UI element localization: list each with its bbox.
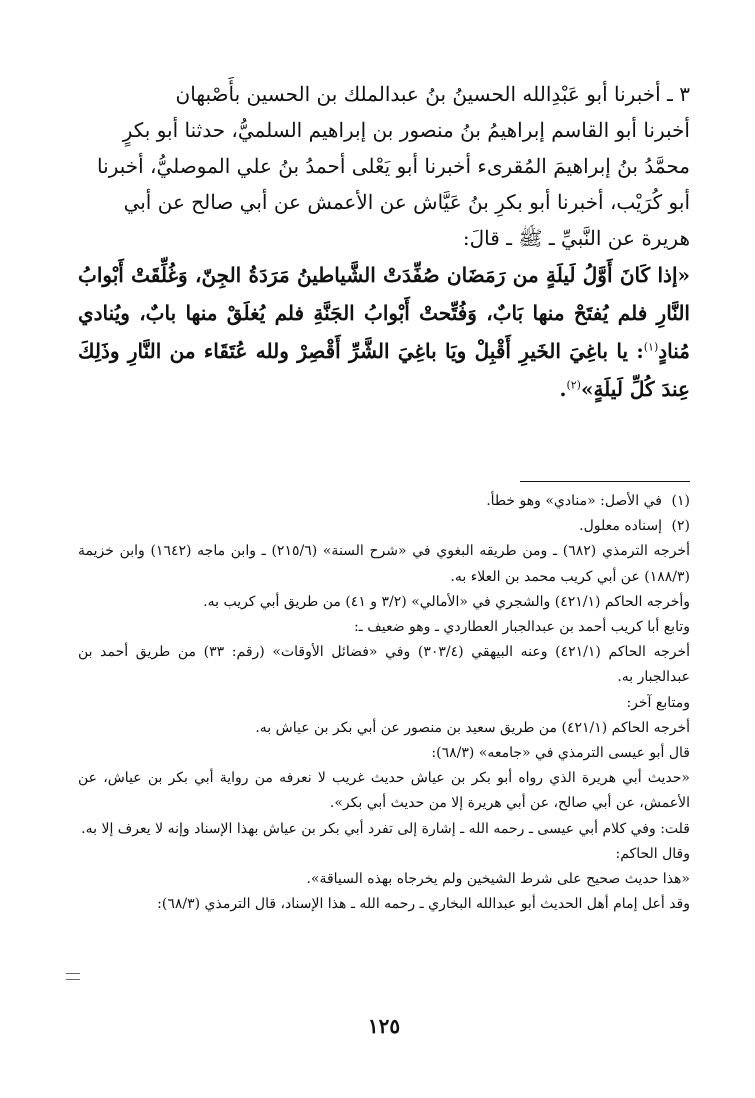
footnote-paragraph: وقال الحاكم: [615,845,690,862]
isnad-line: أخبرنا أبو القاسم إبراهيمُ بنُ منصور بن إبراهيم السلميُّ، حدثنا أبو بكرٍ [122,118,690,142]
footnote-number: (٢) [671,518,690,535]
main-text [78,76,690,408]
footnote-paragraph: قلت: وفي كلام أبي عيسى ـ رحمه الله ـ إشارة إلى تفرد أبي بكر بن عياش بهذا الإسناد وإنه لا يعرف إلا به. [81,820,690,837]
footnote-paragraph: وتابع أبا كريب أحمد بن عبدالجبار العطاردي ـ وهو ضعيف ـ: [353,619,690,636]
footnote-paragraph: وقد أعل إمام أهل الحديث أبو عبدالله البخاري ـ رحمه الله ـ هذا الإسناد، قال الترمذي (٦٨/٣): [157,896,690,913]
footnote-paragraph: «حديث أبي هريرة الذي رواه أبو بكر بن عياش حديث غريب لا نعرفه من رواية أبي بكر بن عياش، عن الأعمش، عن أبي صالح، عن أبي هريرة إلا من حديث أبي بكر». [78,770,690,812]
footnote-ref: (١) [643,340,659,354]
page-number: ١٢٥ [367,1014,401,1038]
footnote-paragraph: قال أبو عيسى الترمذي في «جامعه» (٦٨/٣): [431,745,690,762]
footnote-paragraph: أخرجه الحاكم (٤٢١/١) وعنه البيهقي (٣٠٣/٤) وفي «فضائل الأوقات» (رقم: ٣٣) من طريق أحمد بن عبدالجبار به. [78,644,690,686]
footnotes [78,489,690,917]
footnote-paragraph: أخرجه الحاكم (٤٢١/١) من طريق سعيد بن منصور عن أبي بكر بن عياش به. [255,719,690,736]
continuation-mark [66,973,80,980]
isnad-line: أبو كُرَيْب، أخبرنا أبو بكرِ بنُ عَيَّاش عن الأعمش عن أبي صالح عن أبي [123,190,690,214]
isnad-line: ٣ ـ أخبرنا أبو عَبْدِالله الحسينُ بنُ عبدالملك بن الحسين بأَصْبهان [175,82,690,106]
footnote-2 [78,514,690,539]
footnote-separator [520,481,690,482]
footnote-paragraph: أخرجه الترمذي (٦٨٢) ـ ومن طريقه البغوي في «شرح السنة» (٢١٥/٦) ـ وابن ماجه (١٦٤٢) وابن خزيمة (١٨٨/٣) عن أبي كريب محمد بن العلاء به. [78,543,690,585]
footnote-paragraph: ومتابع آخر: [626,694,690,711]
footnote-paragraph: «هذا حديث صحيح على شرط الشيخين ولم يخرجاه بهذه السياقة». [306,871,690,888]
footnote-number: (١) [671,493,690,509]
footnote-ref: (٢) [566,378,581,392]
book-page [78,76,690,1076]
footnote-text: في الأصل: «منادي» وهو خطأ. [486,493,662,509]
hadith-text [78,256,690,408]
isnad-line: محمَّدُ بنُ إبراهيمَ المُقرىء أخبرنا أبو يَعْلى أحمدُ بنُ علي الموصليُّ، أخبرنا [97,154,690,178]
footnote-paragraph: وأخرجه الحاكم (٤٢١/١) والشجري في «الأمالي» (٣/٢ و ٤١) من طريق أبي كريب به. [203,593,690,610]
footnote-1 [78,489,690,514]
hadith-part: «إذا كَانَ أَوَّلُ لَيلَةٍ من رَمَضَان صُفِّدَتْ الشَّياطينُ مَرَدَةُ الجِنّ، وَغُلِّقَتْ أَبْوابُ النَّارِ فلم يُفتَحْ منها بَابٌ، وَفُتِّحتْ أَبْوابُ الجَنَّةِ فلم يُغلَقْ منها بابٌ، ويُنادي مُنادٍ [78,263,690,363]
isnad-line: هريرة عن النَّبيِّ ـ ﷺ ـ قالَ: [462,226,690,250]
hadith-part: : يا باغِيَ الخَيرِ أَقْبِلْ ويَا باغِيَ الشَّرِّ أَقْصِرْ ولله عُتَقَاء من النَّارِ وذَلِكَ عِندَ كُلِّ لَيلَةٍ» [78,339,690,401]
hadith-end: . [559,377,567,401]
footnote-text: إسناده معلول. [579,518,662,535]
